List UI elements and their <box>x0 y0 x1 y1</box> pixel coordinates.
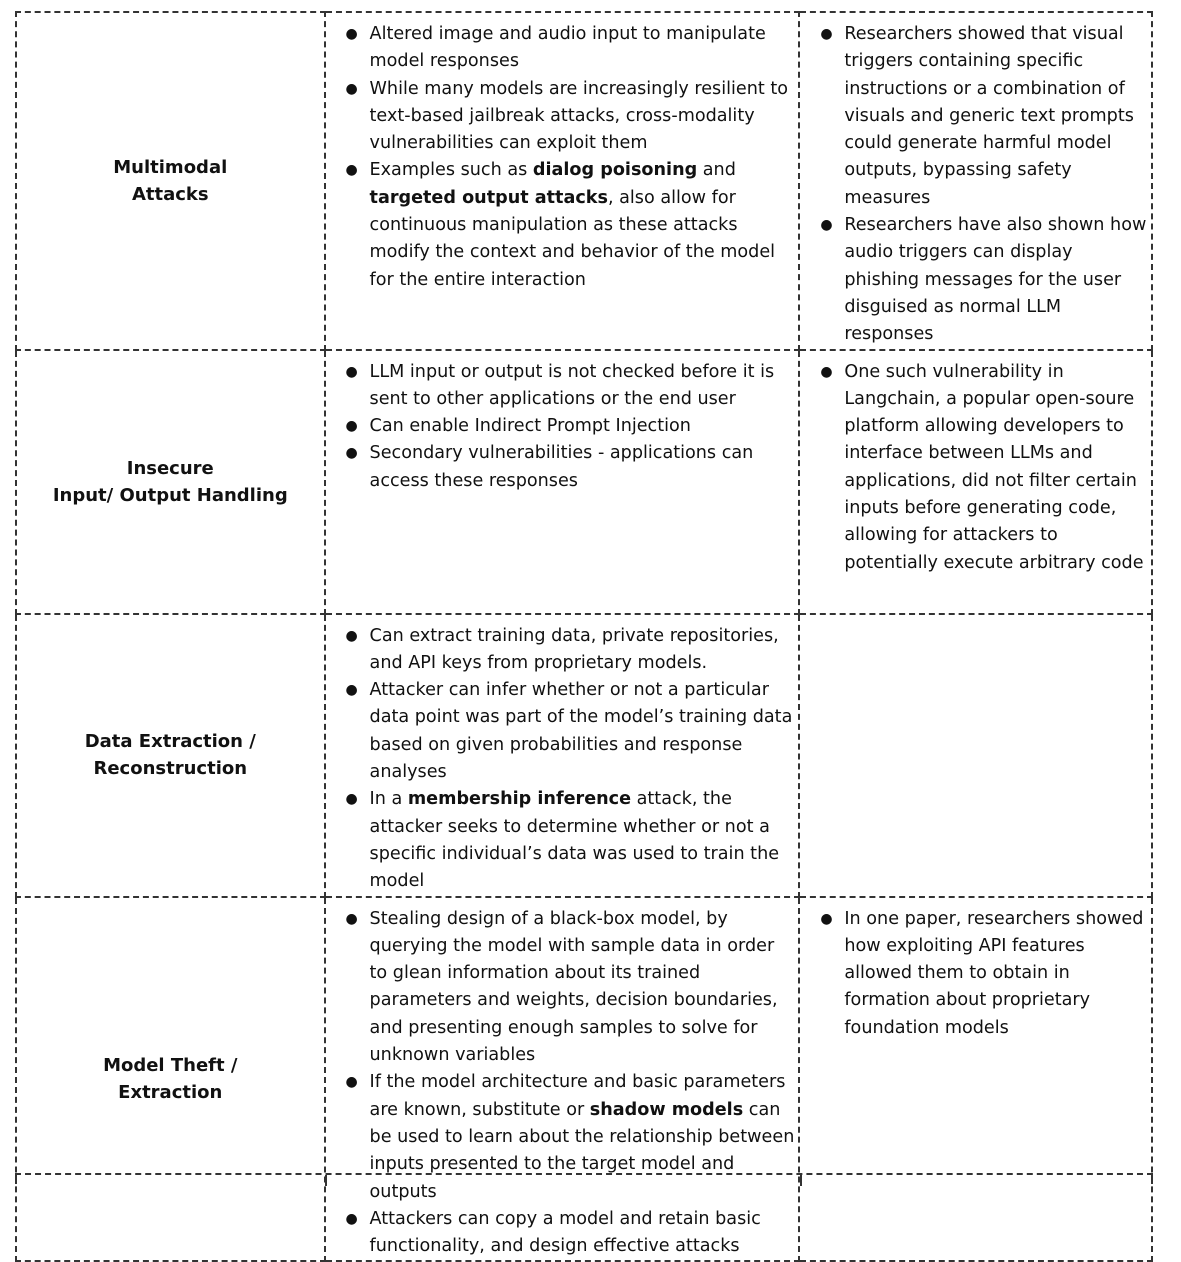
bullet-icon: ● <box>820 910 833 927</box>
text-segment: attack, the attacker seeks to determine whether or not a specific individual’s data was used to train the model <box>369 789 780 892</box>
list-item <box>326 1206 795 1261</box>
text-segment: Examples such as <box>369 160 533 181</box>
examples-cell <box>799 350 1152 614</box>
list-item <box>326 1069 795 1205</box>
attack-name: Model Theft / Extraction <box>16 897 325 1262</box>
description-cell <box>325 350 800 614</box>
bold-term: targeted output attacks <box>369 187 608 208</box>
list-item <box>326 76 795 158</box>
bullet-icon: ● <box>345 80 358 97</box>
bullet-icon: ● <box>345 418 358 435</box>
bullet-icon: ● <box>820 26 833 42</box>
list-item <box>326 440 795 495</box>
bullet-icon: ● <box>345 1074 358 1091</box>
list-item <box>326 623 795 678</box>
column-divider <box>800 1175 802 1186</box>
text-segment: One such vulnerability in Langchain, a popular open-soure platform allowing developers to interface between LLMs and applications, did not filter certain inputs before generating code, allowing for attackers to potentially execute arbitrary code <box>844 361 1144 573</box>
bullet-icon: ● <box>820 363 833 380</box>
bold-term: shadow models <box>589 1099 744 1120</box>
list-item <box>800 359 1147 577</box>
text-segment: Altered image and audio input to manipulate model responses <box>369 24 766 72</box>
table-row <box>16 350 1152 614</box>
list-item <box>326 359 795 414</box>
table-row <box>16 12 1152 350</box>
bullet-icon: ● <box>345 682 358 699</box>
next-row-edge <box>15 1173 1153 1184</box>
bullet-icon: ● <box>820 217 833 234</box>
text-segment: While many models are increasingly resilient to text-based jailbreak attacks, cross-modality vulnerabilities can exploit them <box>369 78 788 154</box>
text-segment: Researchers showed that visual triggers containing specific instructions or a combination of visuals and generic text prompts could generate harmful model outputs, bypassing safety measures <box>844 24 1134 208</box>
description-cell <box>325 897 800 1262</box>
list-item <box>326 906 795 1070</box>
description-cell <box>325 614 800 897</box>
list-item <box>326 413 795 440</box>
examples-list <box>800 898 1151 1042</box>
list-item <box>800 212 1147 348</box>
description-list <box>326 615 799 896</box>
examples-list <box>800 615 1151 623</box>
bold-term: membership inference <box>407 789 632 810</box>
bullet-icon: ● <box>345 445 358 462</box>
text-segment: Attackers can copy a model and retain basic functionality, and design effective attacks <box>369 1208 761 1257</box>
bullet-icon: ● <box>345 1210 358 1227</box>
description-list <box>326 898 799 1261</box>
description-list <box>326 13 799 294</box>
text-segment: In a <box>369 789 408 810</box>
text-segment: If the model architecture and basic parameters are known, substitute or <box>369 1072 786 1120</box>
text-segment: Can enable Indirect Prompt Injection <box>369 416 691 437</box>
bullet-icon: ● <box>345 627 358 644</box>
description-cell <box>325 12 800 350</box>
list-item <box>800 21 1147 212</box>
text-segment: Attacker can infer whether or not a particular data point was part of the model’s training data based on given probabilities and response analyses <box>369 680 793 783</box>
table-row <box>16 614 1152 897</box>
text-segment: LLM input or output is not checked before it is sent to other applications or the end user <box>369 361 775 409</box>
examples-list <box>800 13 1151 349</box>
text-segment: In one paper, researchers showed how exploiting API features allowed them to obtain in formation about proprietary foundation models <box>844 908 1144 1038</box>
list-item <box>326 677 795 786</box>
bullet-icon: ● <box>345 363 358 380</box>
text-segment: , also allow for continuous manipulation as these attacks modify the context and behavior of the model for the entire interaction <box>369 187 776 290</box>
bold-term: dialog poisoning <box>532 160 698 181</box>
text-segment: Can extract training data, private repositories, and API keys from proprietary models. <box>369 625 779 673</box>
examples-cell <box>799 897 1152 1262</box>
table-row <box>16 897 1152 1262</box>
text-segment: Stealing design of a black-box model, by querying the model with sample data in order to glean information about its trained parameters and weights, decision boundaries, and presenting enough samples to solve for unknown variables <box>369 908 778 1066</box>
examples-list <box>800 351 1151 577</box>
text-segment: Secondary vulnerabilities - applications can access these responses <box>369 443 754 491</box>
bullet-icon: ● <box>345 26 358 42</box>
bullet-icon: ● <box>345 791 358 808</box>
examples-cell <box>799 12 1152 350</box>
list-item <box>326 157 795 293</box>
bullet-icon: ● <box>345 162 358 179</box>
bullet-icon: ● <box>345 910 358 927</box>
description-list <box>326 351 799 495</box>
attack-table <box>15 11 1153 1262</box>
list-item <box>326 786 795 895</box>
text-segment: can be used to learn about the relationship between inputs presented to the target model and outputs <box>369 1099 795 1202</box>
list-item <box>326 21 795 76</box>
attack-name: Insecure Input/ Output Handling <box>16 350 325 614</box>
attack-name: Data Extraction / Reconstruction <box>16 614 325 897</box>
text-segment: Researchers have also shown how audio triggers can display phishing messages for the user disguised as normal LLM responses <box>844 215 1147 345</box>
column-divider <box>325 1175 327 1186</box>
attack-name: Multimodal Attacks <box>16 12 325 350</box>
text-segment: and <box>697 160 736 181</box>
list-item <box>800 906 1147 1042</box>
examples-cell <box>799 614 1152 897</box>
